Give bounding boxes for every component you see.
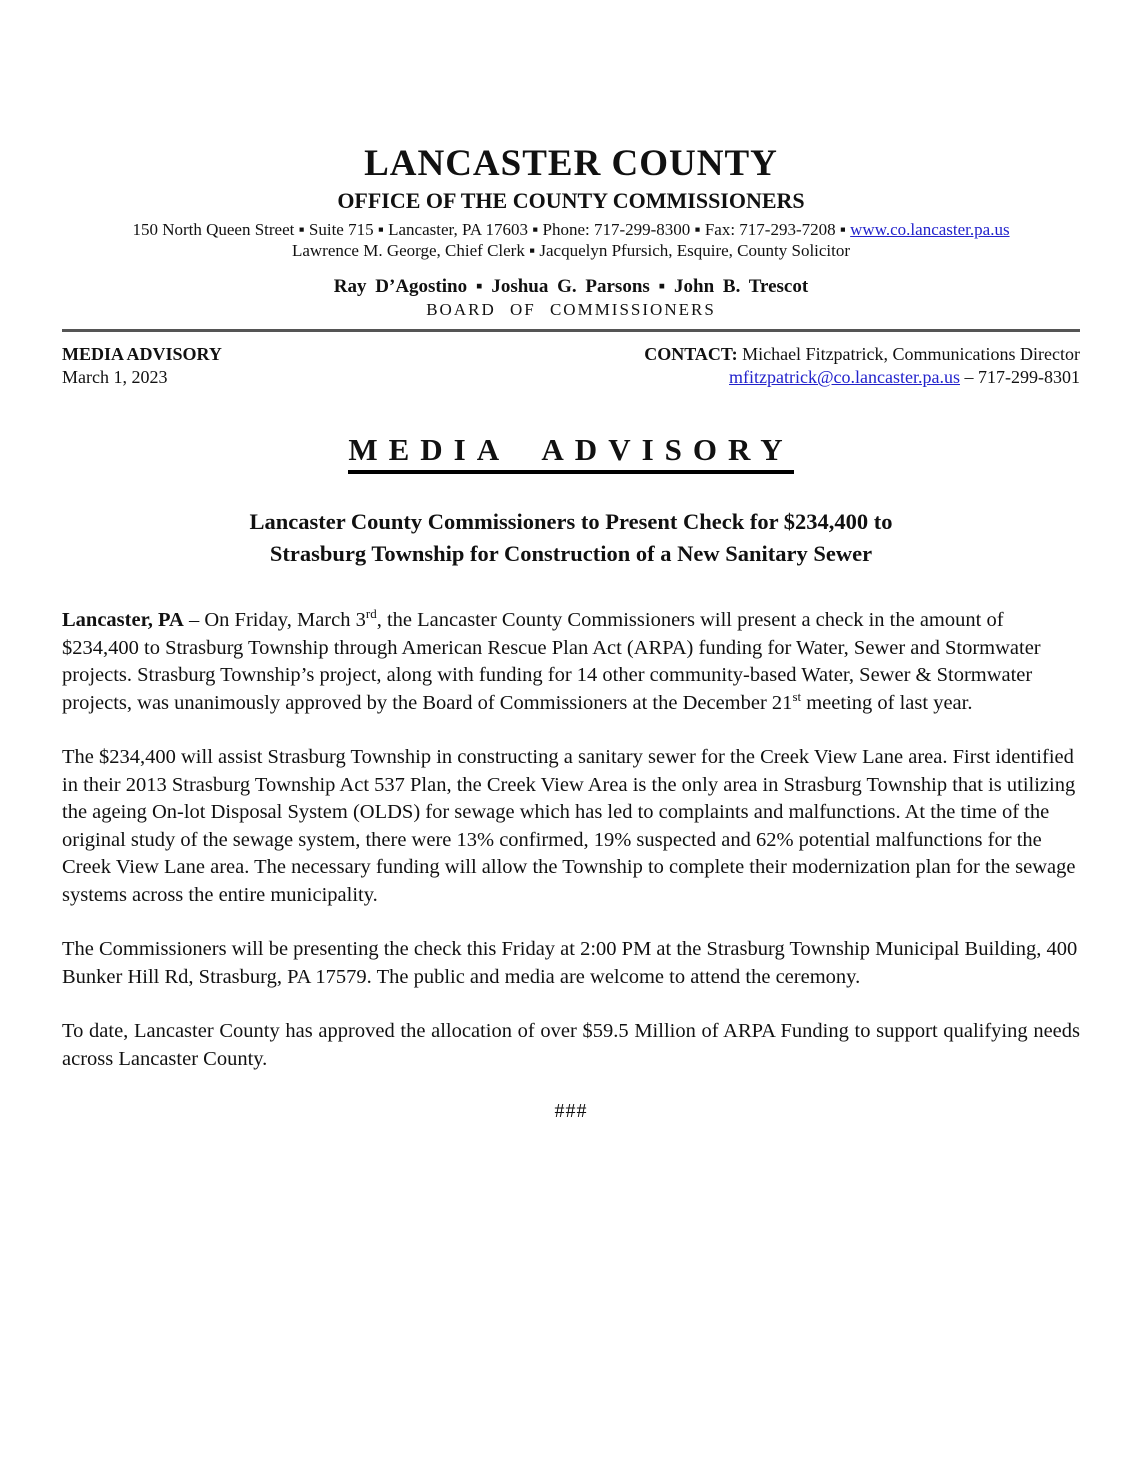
commissioners-line: Ray D’Agostino ▪ Joshua G. Parsons ▪ John B. Trescot [333, 275, 809, 297]
website-link[interactable]: www.co.lancaster.pa.us [850, 219, 1010, 239]
body-paragraph-2: The $234,400 will assist Strasburg Township in constructing a sanitary sewer for the Creek View Lane area. First identified in their 2013 Strasburg Township Act 537 Plan, the Creek View Area is the only area in Strasburg Township that is utilizing the ageing On-lot Disposal System (OLDS) for sewage which has led to complaints and malfunctions. At the time of the original study of the sewage system, there were 13% confirmed, 19% suspected and 62% potential malfunctions for the Creek View Lane area. The necessary funding will allow the Township to complete their modernization plan for the sewage systems across the entire municipality. [62, 746, 1076, 906]
body-paragraph-3: The Commissioners will be presenting the check this Friday at 2:00 PM at the Strasburg Township Municipal Building, 400 Bunker Hill Rd, Strasburg, PA 17579. The public and media are welcome to attend the ceremony. [62, 938, 1078, 988]
body-paragraph-1 [62, 607, 1080, 717]
contact-label: CONTACT: [644, 343, 738, 364]
contact-email-link[interactable]: mfitzpatrick@co.lancaster.pa.us [729, 366, 960, 387]
p1-segment-2: , the Lancaster County Commissioners will present a check in the amount of $234,400 to Strasburg Township through American Rescue Plan Act (ARPA) funding for Water, Sewer and Stormwater projects. Strasburg Township’s project, along with funding for 14 other community-based Water, Sewer & Stormwater projects, was unanimously approved by the Board of Commissioners at the December 21 [62, 609, 1041, 714]
advisory-date: March 1, 2023 [62, 366, 168, 387]
p1-segment-1: – On Friday, March 3 [183, 609, 366, 632]
contact-name: Michael Fitzpatrick, Communications Director [737, 343, 1080, 364]
body-paragraph-4: To date, Lancaster County has approved the allocation of over $59.5 Million of ARPA Funding to support qualifying needs across Lancaster County. [62, 1020, 1080, 1070]
p1-superscript-st: st [792, 688, 802, 704]
contact-block [644, 343, 1080, 389]
org-name-title: LANCASTER COUNTY [364, 143, 778, 184]
contact-phone: – 717-299-8301 [960, 366, 1080, 387]
p1-segment-3: meeting of last year. [801, 691, 973, 714]
advisory-left-block [62, 343, 222, 389]
headline-block [62, 433, 1080, 474]
staff-line: Lawrence M. George, Chief Clerk ▪ Jacquelyn Pfursich, Esquire, County Solicitor [291, 240, 851, 260]
headline-subtitle [62, 506, 1080, 570]
subtitle-line-2: Strasburg Township for Construction of a New Sanitary Sewer [269, 541, 873, 567]
address-text: 150 North Queen Street ▪ Suite 715 ▪ Lancaster, PA 17603 ▪ Phone: 717-299-8300 ▪ Fax: 717-293-7208 ▪ [132, 219, 851, 239]
contact-email-line [644, 366, 1080, 389]
board-of-commissioners-label: BOARD OF COMMISSIONERS [426, 299, 716, 319]
subtitle-line-1: Lancaster County Commissioners to Present Check for $234,400 to [249, 509, 893, 535]
media-advisory-label: MEDIA ADVISORY [62, 343, 222, 364]
contact-line [644, 343, 1080, 366]
p1-superscript-rd: rd [365, 606, 377, 622]
advisory-bar [62, 343, 1080, 389]
headline-title: MEDIA ADVISORY [348, 433, 793, 474]
office-title: OFFICE OF THE COUNTY COMMISSIONERS [337, 187, 805, 213]
address-line [62, 219, 1080, 240]
body-copy [62, 607, 1080, 1123]
divider-rule [62, 329, 1080, 332]
end-mark: ### [554, 1100, 588, 1123]
letterhead [62, 143, 1080, 320]
dateline-lead: Lancaster, PA [62, 609, 184, 632]
